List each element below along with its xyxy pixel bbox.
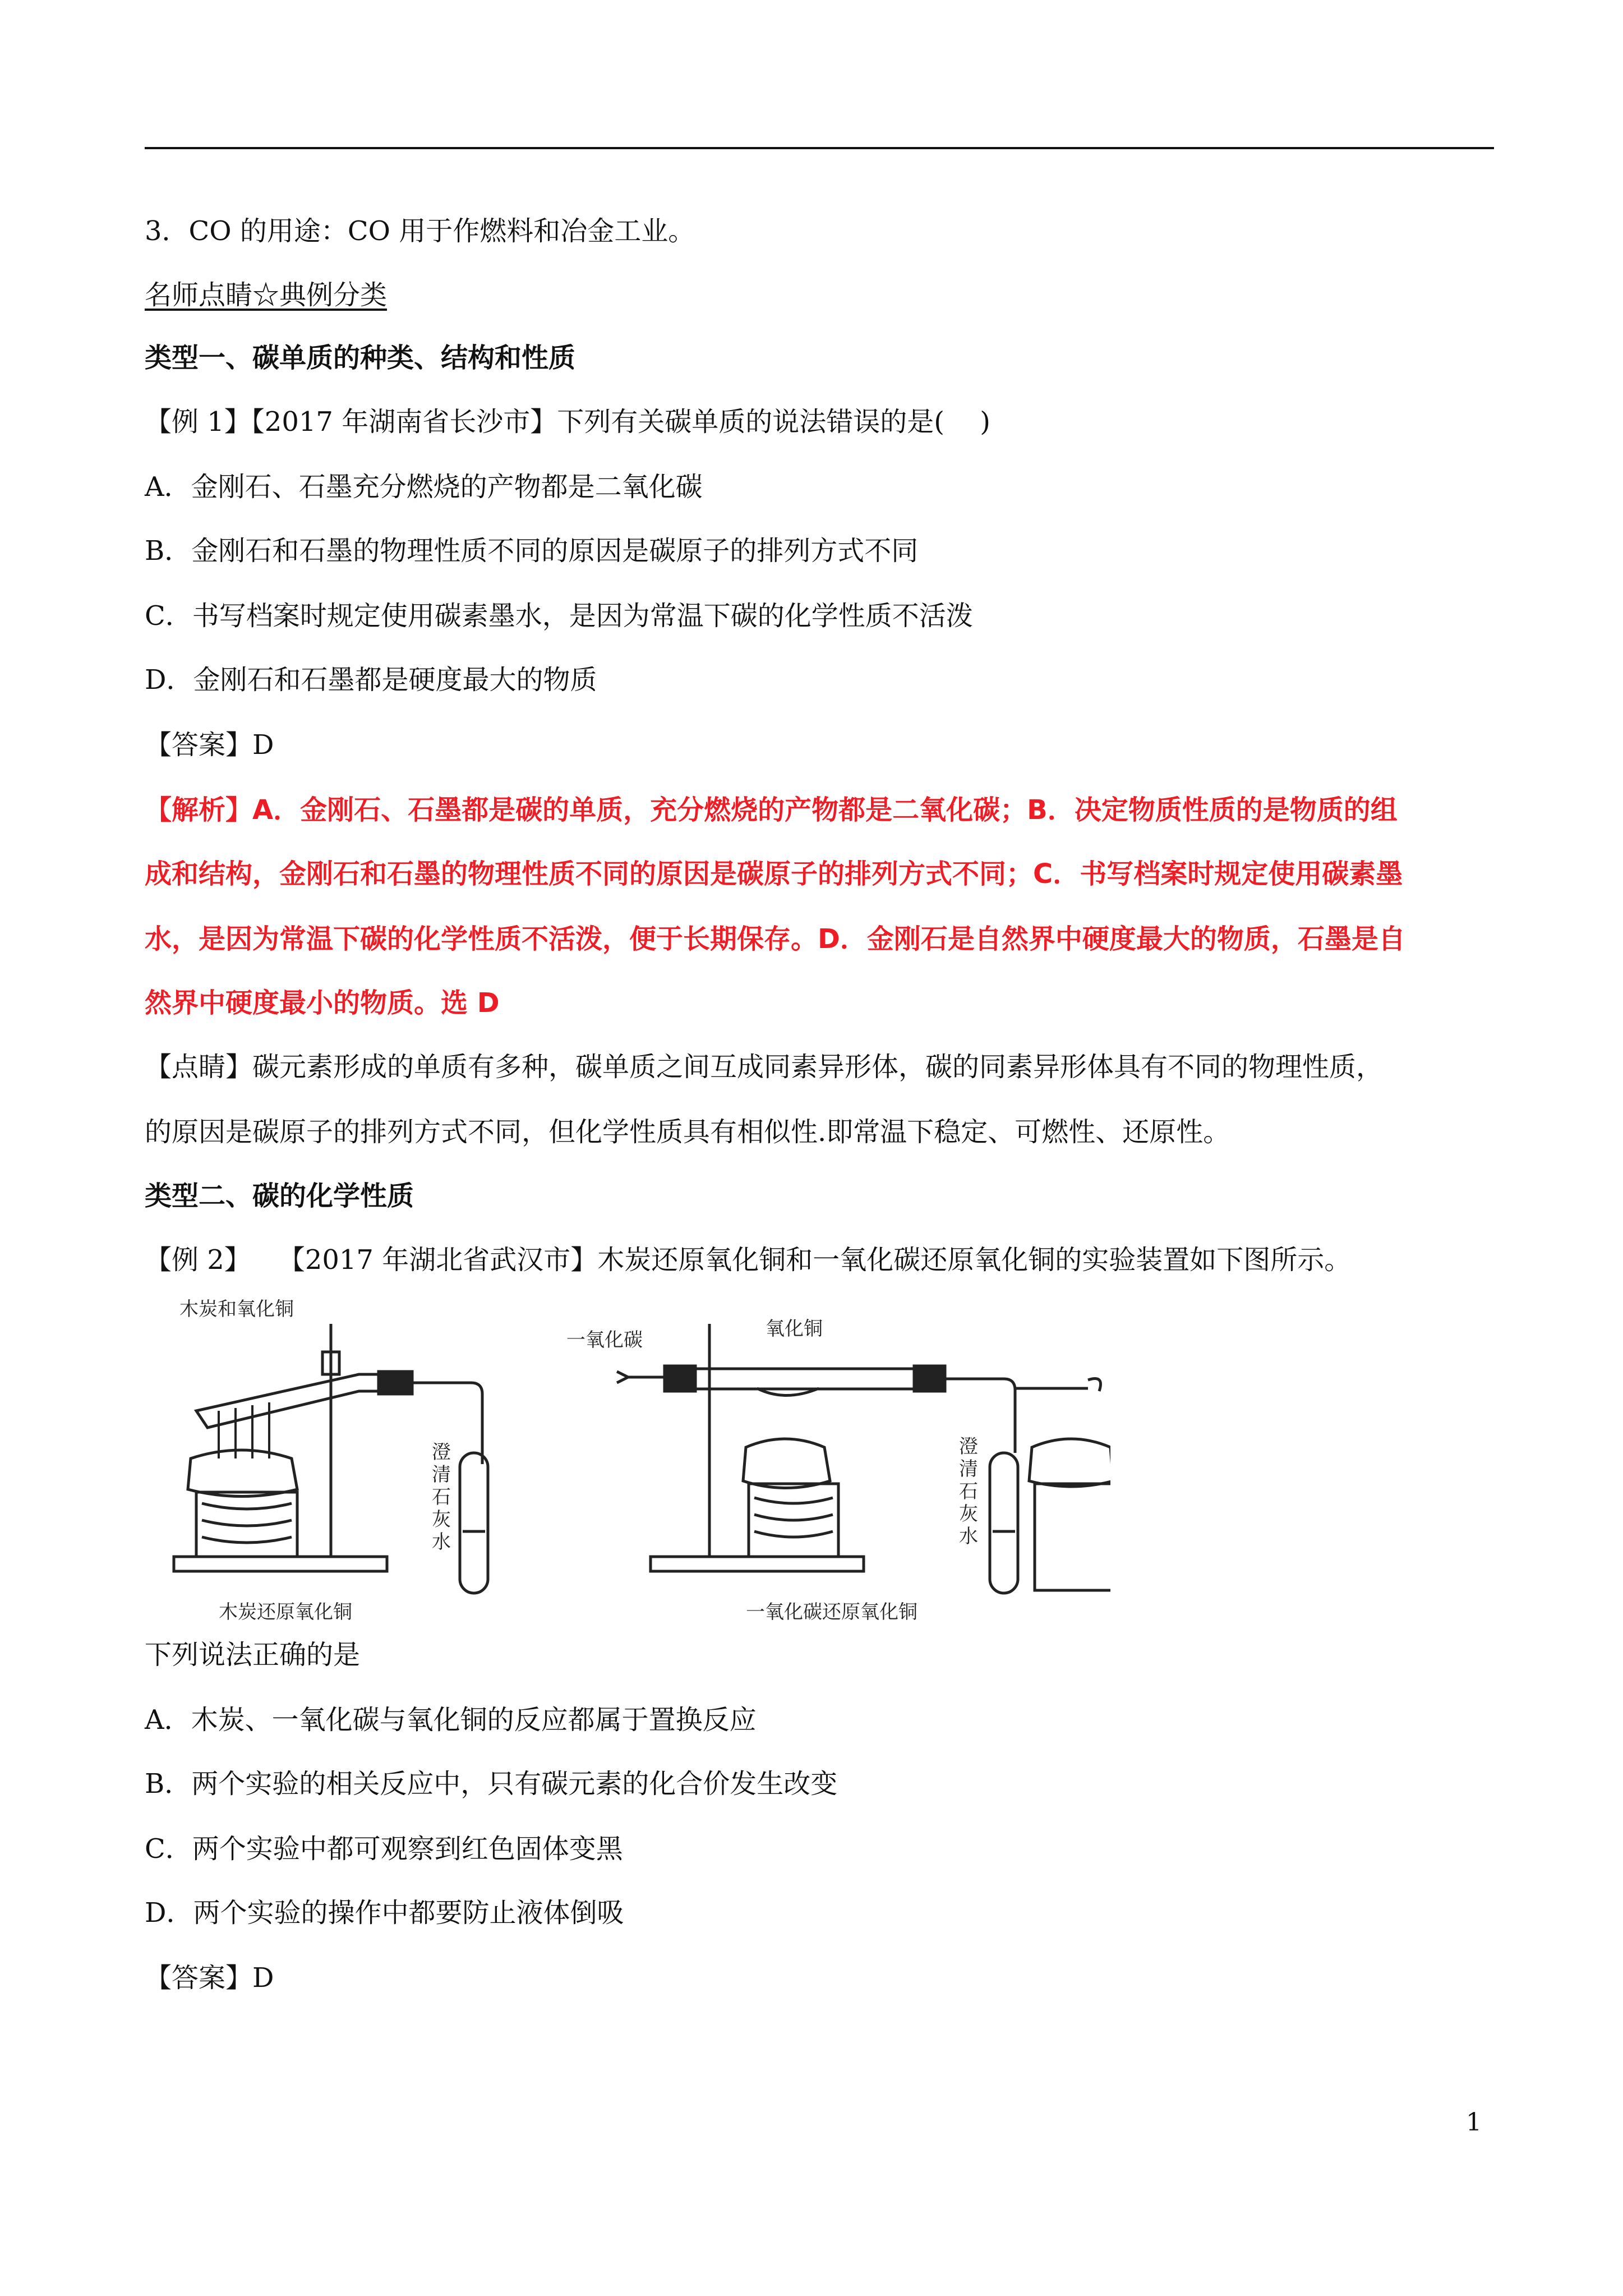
right-top-label: 氧化铜 <box>766 1318 823 1340</box>
example1-answer: 【答案】D <box>145 729 274 761</box>
header-rule <box>145 147 1494 149</box>
far-right-wood-block <box>1035 1484 1110 1590</box>
page-number: 1 <box>1466 2108 1482 2137</box>
example1-analysis-line3: 水，是因为常温下碳的化学性质不活泼，便于长期保存。D．金刚石是自然界中硬度最大的物质，石墨是自 <box>145 923 1405 955</box>
far-right-lamp <box>1029 1439 1110 1487</box>
section-header: 名师点睛☆典例分类 <box>145 279 388 311</box>
analysis-label: 【解析】 <box>145 794 253 826</box>
right-limewater-tube <box>990 1453 1018 1593</box>
example2-prompt: 下列说法正确的是 <box>145 1639 361 1671</box>
analysis-text-1: A．金刚石、石墨都是碳的单质，充分燃烧的产物都是二氧化碳；B．决定物质性质的是物质的组 <box>252 794 1398 826</box>
example2-option-b: B．两个实验的相关反应中，只有碳元素的化合价发生改变 <box>145 1768 838 1800</box>
example2-option-d: D．两个实验的操作中都要防止液体倒吸 <box>145 1897 624 1929</box>
right-glass-tube <box>695 1369 914 1389</box>
example2-question <box>145 1243 1351 1277</box>
example1-question: 【例 1】【2017 年湖南省长沙市】下列有关碳单质的说法错误的是( ) <box>145 406 990 438</box>
experiment-figure <box>157 1290 1110 1627</box>
example2-answer: 【答案】D <box>145 1962 274 1994</box>
left-caption: 木炭还原氧化铜 <box>219 1601 352 1623</box>
example1-analysis-line2: 成和结构，金刚石和石墨的物理性质不同的原因是碳原子的排列方式不同；C．书写档案时规定使用碳素墨 <box>145 858 1403 890</box>
example2-option-a: A．木炭、一氧化碳与氧化铜的反应都属于置换反应 <box>145 1704 757 1736</box>
example2-option-c: C．两个实验中都可观察到红色固体变黑 <box>145 1833 623 1865</box>
right-gas-label: 一氧化碳 <box>566 1329 643 1351</box>
left-lamp <box>188 1450 297 1497</box>
apparatus-diagram <box>157 1290 1110 1627</box>
example2-label: 【例 2】 <box>145 1244 251 1276</box>
right-lamp <box>743 1439 830 1488</box>
example1-analysis-line4: 然界中硬度最小的物质。选 D <box>145 987 500 1019</box>
example1-analysis-line1 <box>145 793 1398 827</box>
example2-question-text: 【2017 年湖北省武汉市】木炭还原氧化铜和一氧化碳还原氧化铜的实验装置如下图所示。 <box>278 1244 1352 1276</box>
example1-option-a: A．金刚石、石墨充分燃烧的产物都是二氧化碳 <box>145 471 703 503</box>
left-tube-label: 澄清石灰水 <box>432 1441 451 1553</box>
left-stand-base <box>174 1557 387 1571</box>
example1-tip-line1: 【点睛】碳元素形成的单质有多种，碳单质之间互成同素异形体，碳的同素异形体具有不同的物理性质， <box>145 1051 1384 1083</box>
example1-option-c: C．书写档案时规定使用碳素墨水，是因为常温下碳的化学性质不活泼 <box>145 600 973 632</box>
example1-tip-line2: 的原因是碳原子的排列方式不同，但化学性质具有相似性.即常温下稳定、可燃性、还原性。 <box>145 1116 1230 1148</box>
left-limewater-tube <box>460 1453 488 1593</box>
right-caption: 一氧化碳还原氧化铜 <box>746 1601 917 1623</box>
type1-heading: 类型一、碳单质的种类、结构和性质 <box>145 342 576 374</box>
co-usage-line: 3．CO 的用途：CO 用于作燃料和冶金工业。 <box>145 215 695 247</box>
right-stand-base <box>651 1557 864 1571</box>
type2-heading: 类型二、碳的化学性质 <box>145 1180 414 1212</box>
right-delivery-tube <box>945 1379 1015 1453</box>
example1-option-d: D．金刚石和石墨都是硬度最大的物质 <box>145 664 597 696</box>
example1-option-b: B．金刚石和石墨的物理性质不同的原因是碳原子的排列方式不同 <box>145 535 919 567</box>
left-test-tube <box>196 1374 379 1428</box>
right-tube-label: 澄清石灰水 <box>959 1435 978 1548</box>
left-top-label: 木炭和氧化铜 <box>179 1298 294 1320</box>
